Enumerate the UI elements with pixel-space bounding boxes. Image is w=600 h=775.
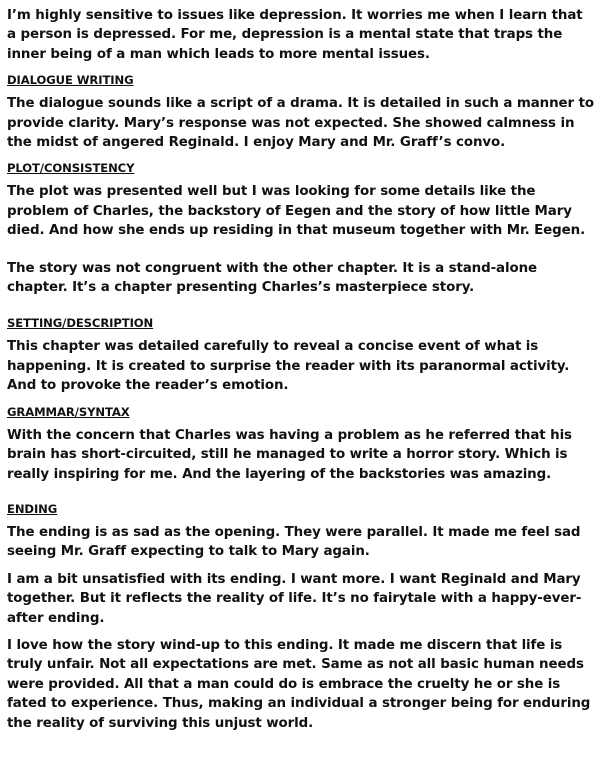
setting-heading: SETTING/DESCRIPTION — [7, 316, 154, 331]
review-document — [7, 6, 595, 733]
plot-heading: PLOT/CONSISTENCY — [7, 161, 135, 176]
setting-paragraph: This chapter was detailed carefully to reveal a concise event of what is happening. It is created to surprise the reader with its paranormal activity. And to provoke the reader’s emotion. — [7, 339, 570, 394]
intro-paragraph: I’m highly sensitive to issues like depression. It worries me when I learn that a person is depressed. For me, depression is a mental state that traps the inner being of a man which leads to more mental issues. — [7, 8, 583, 62]
plot-paragraph-2: The story was not congruent with the other chapter. It is a stand-alone chapter. It’s a chapter presenting Charles’s masterpiece story. — [7, 260, 538, 296]
plot-paragraph-1: The plot was presented well but I was looking for some details like the problem of Charles, the backstory of Eegen and the story of how little Mary died. And how she ends up residing in that museum together with Mr. Eegen. — [7, 184, 586, 239]
ending-paragraph-2: I am a bit unsatisfied with its ending. I want more. I want Reginald and Mary together. But it reflects the reality of life. It’s no fairytale with a happy-ever-after ending. — [7, 571, 582, 626]
grammar-paragraph: With the concern that Charles was having a problem as he referred that his brain has short-circuited, still he managed to write a horror story. Which is really inspiring for me. And the layering of the backstories was amazing. — [7, 427, 572, 482]
dialogue-paragraph: The dialogue sounds like a script of a drama. It is detailed in such a manner to provide clarity. Mary’s response was not expected. She showed calmness in the midst of angered Reginald. I enjoy Mary and Mr. Graff’s convo. — [7, 96, 594, 151]
ending-paragraph-3: I love how the story wind-up to this ending. It made me discern that life is truly unfair. Not all expectations are met. Same as not all basic human needs were provided. All that a man could do is embrace the cruelty he or she is fated to experience. Thus, making an individual a stronger being for enduring the reality of surviving this unjust world. — [7, 637, 591, 731]
grammar-heading: GRAMMAR/SYNTAX — [7, 404, 130, 419]
ending-paragraph-1: The ending is as sad as the opening. They were parallel. It made me feel sad seeing Mr. Graff expecting to talk to Mary again. — [7, 524, 581, 560]
ending-heading: ENDING — [7, 501, 58, 516]
dialogue-heading: DIALOGUE WRITING — [7, 73, 134, 88]
